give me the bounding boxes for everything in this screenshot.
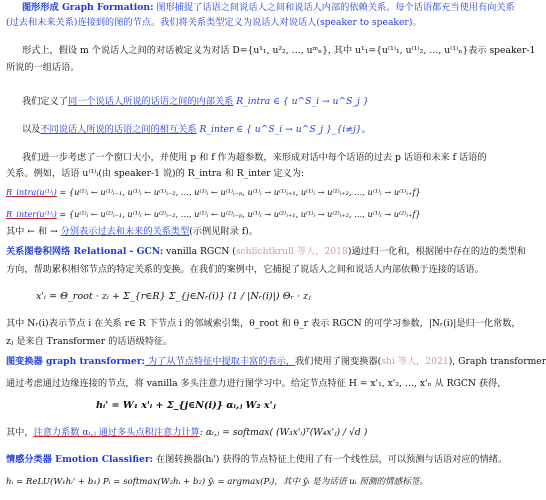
- emotion-classifier-formula: [6, 476, 468, 488]
- inter-example-label: R_inter(u⁽¹⁾ᵢ): [6, 209, 57, 219]
- rgcn-line-1: [6, 246, 526, 258]
- graph-formation-text-2: (过去和未来关系)连接到的图的节点。我们将关系类型定义为说话人对说话人(speaker to speaker)。: [6, 17, 422, 28]
- rgcn-formula-text: x'ᵢ = Θ_root · zᵢ + Σ_{r∈R} Σ_{j∈Nᵣ(i)} (1 / |Nᵣ(i)|) Θᵣ · zⱼ: [36, 291, 311, 302]
- graph-formation-text-1: 图形捕捉了话语之间说话人之间和说话人内部的依赖关系。每个话语都充当使用有向关系: [153, 2, 515, 13]
- rgcn-citation: schlichtkrull 等人，2018: [235, 246, 348, 257]
- graph-formation-line-2: [6, 17, 468, 29]
- graph-formation-heading: 图形形成 Graph Formation:: [22, 2, 154, 13]
- direction-note-end: (示例见附录 f)。: [189, 226, 258, 237]
- dialogue-definition-line-2: [6, 62, 468, 74]
- dialogue-definition-text-1: 形式上，假设 m 个说话人之间的对话被定义为对话 D={u¹₁, u²₂, …, uᵐₙ}, 其中 u¹₁={u⁽¹⁾₁, u⁽¹⁾₂, …, u⁽¹⁾ₙ}表示 speaker-1: [22, 45, 536, 56]
- graph-formation-line-1: [22, 2, 515, 14]
- window-size-text-2: 关系。例如，话语 u⁽¹⁾ᵢ(由 speaker-1 说)的 R_intra 和 R_inter 定义为:: [6, 168, 305, 179]
- rgcn-line-4: [6, 336, 468, 348]
- rgcn-heading: 关系图卷积网络 Relational - GCN:: [6, 246, 164, 257]
- inter-relation-prefix: 以及: [22, 124, 41, 135]
- dialogue-definition-text-2: 所说的一组话语。: [6, 62, 80, 73]
- emotion-classifier-heading: 情感分类器 Emotion Classifier:: [6, 454, 154, 465]
- graph-transformer-text-2: 通过考虑通过边缘连接的节点，将 vanilla 多头注意力进行图学习中。给定节点特征 H = x'₁, x'₂, …, x'ₙ 从 RGCN 获得，: [6, 378, 507, 389]
- graph-transformer-highlight: 为了从节点特征中提取丰富的表示，: [145, 356, 295, 367]
- attention-line: [6, 424, 468, 442]
- rgcn-text-a: vanilla RGCN (: [163, 246, 236, 257]
- intra-example-row: [6, 186, 468, 198]
- attention-highlight: 注意力系数 αᵢ,ⱼ 通过多头点积注意力计算: [33, 427, 200, 438]
- direction-note-highlight: 分别表示过去和未来的关系类型: [60, 226, 190, 237]
- rgcn-text-3: 其中 Nᵣ(i)表示节点 i 在关系 r∈ R 下节点 i 的邻域索引集，θ_root 和 θ_r 表示 RGCN 的可学习参数，|Nᵣ(i)|是归一化常数，: [6, 318, 521, 329]
- intra-example-set: = {u⁽¹⁾ᵢ ← u⁽¹⁾ᵢ₋₁, u⁽¹⁾ᵢ ← u⁽¹⁾ᵢ₋₂, …, u⁽¹⁾ᵢ ← u⁽¹⁾ᵢ₋ₚ, u⁽¹⁾ᵢ → u⁽¹⁾ᵢ₊₁, u⁽¹⁾ᵢ → u⁽¹⁾ᵢ₊₂, …, u⁽¹⁾ᵢ → u⁽¹⁾ᵢ₊f}: [59, 187, 421, 197]
- inter-relation-highlight: 不同说话人所说的话语之间的相互关系: [40, 124, 197, 135]
- rgcn-line-3: [6, 318, 521, 330]
- direction-note-line: [6, 226, 468, 238]
- rgcn-text-4: zⱼ 是来自 Transformer 的话语级特征。: [6, 336, 173, 347]
- graph-transformer-heading: 图变换器 graph transformer:: [6, 356, 146, 367]
- emotion-classifier-text: 在图转换器(hᵢ') 获得的节点特征上使用了有一个线性层，可以预测与话语对应的情绪。: [153, 454, 508, 465]
- graph-transformer-text-a: 我们使用了图变换器(: [295, 356, 382, 367]
- graph-transformer-citation: shi 等人，2021: [381, 356, 449, 367]
- intra-relation-math: R_intra ∈ { u^S_i → u^S_j }: [233, 96, 369, 107]
- graph-transformer-formula-text: hᵢ' = W₁ x'ᵢ + Σ_{j∈N(i)} αᵢ,ⱼ W₂ x'ⱼ: [96, 400, 276, 411]
- inter-relation-math: R_inter ∈ { u^S_i → u^S_j }_{i≠j}: [196, 124, 362, 135]
- attention-prefix: 其中，: [6, 427, 34, 438]
- rgcn-text-b: )通过归一化和，根据图中存在的边的类型和: [347, 246, 526, 257]
- rgcn-formula: [36, 284, 468, 310]
- rgcn-text-2: 方向，帮助累积相邻节点的特定关系的变换。在我们的案例中，它捕捉了说话人之间和说话人内部依赖于连接的话语。: [6, 264, 484, 275]
- graph-transformer-formula: [96, 400, 468, 412]
- direction-note-prefix: 其中 ← 和 →: [6, 226, 61, 237]
- inter-example-set: = {u⁽¹⁾ᵢ ← u⁽²⁾ᵢ₋₁, u⁽¹⁾ᵢ ← u⁽²⁾ᵢ₋₂, …, u⁽¹⁾ᵢ ← u⁽²⁾ᵢ₋ₚ, u⁽¹⁾ᵢ → u⁽²⁾ᵢ₊₁, u⁽¹⁾ᵢ → u⁽²⁾ᵢ₊₂, …, u⁽¹⁾ᵢ → u⁽²⁾ᵢ₊f}: [59, 209, 421, 219]
- inter-relation-end: 。: [361, 124, 371, 135]
- emotion-classifier-line-1: [6, 454, 508, 466]
- intra-relation-highlight: 同一个说话人所说的话语之间的内部关系: [67, 96, 234, 107]
- graph-transformer-text-b: ), Graph transformer: [448, 356, 546, 367]
- graph-transformer-line-1: [6, 356, 546, 368]
- window-size-line-1: [22, 152, 487, 164]
- dialogue-definition-line-1: [22, 45, 536, 57]
- emotion-classifier-formula-text: hᵢ = ReLU(W₁hᵢ' + b₁) Pᵢ = softmax(W₂hᵢ + b₂) ŷᵢ = argmax(Pᵢ)，其中 ŷᵢ 是为话语 uᵢ 预测的情感标签。: [6, 477, 429, 487]
- graph-transformer-line-2: [6, 378, 507, 390]
- intra-example-label: R_intra(u⁽¹⁾ᵢ): [6, 187, 57, 197]
- rgcn-line-2: [6, 264, 484, 276]
- window-size-text-1: 我们进一步考虑了一个窗口大小，并使用 p 和 f 作为超参数，来形成对话中每个话语的过去 p 话语和未来 f 话语的: [22, 152, 487, 163]
- intra-relation-line: [22, 96, 468, 108]
- inter-relation-line: [22, 124, 468, 136]
- window-size-line-2: [6, 168, 468, 180]
- attention-formula: : αᵢ,ⱼ = softmax( (W₃x'ᵢ)ᵀ(W₄x'ⱼ) / √d ): [199, 427, 368, 438]
- intra-relation-prefix: 我们定义了: [22, 96, 68, 107]
- inter-example-row: [6, 208, 468, 220]
